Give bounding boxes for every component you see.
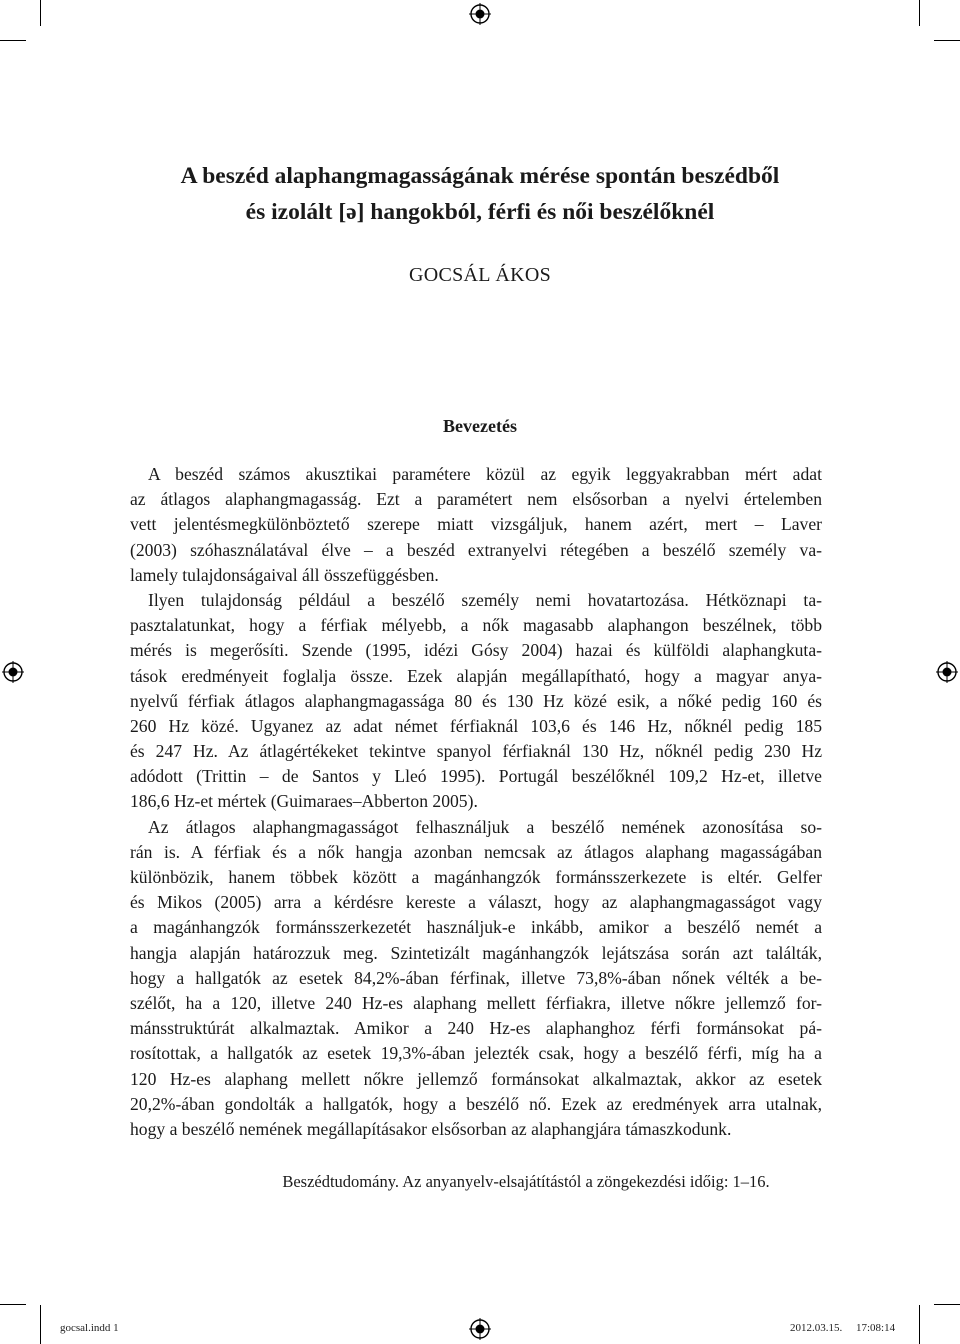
body-line: különbözik, hanem többek között a magánhangzók formánsszerkezete is eltér. Gelfer <box>130 867 822 887</box>
footer-date: 2012.03.15. <box>790 1322 843 1334</box>
crop-mark-top-left <box>0 40 26 41</box>
registration-mark-right-icon <box>936 661 958 683</box>
body-line: 260 Hz közé. Ugyanez az adat német férfiaknál 103,6 és 146 Hz, nőknél pedig 185 <box>130 715 822 736</box>
registration-mark-left-icon <box>2 661 24 683</box>
article-title-line-2: és izolált [ə] hangokból, férfi és női beszélőknél <box>245 199 715 225</box>
section-heading: Bevezetés <box>443 416 517 436</box>
body-line: hogy a hallgatók az esetek 84,2%-ában férfinak, illetve 73,8%-ában nőnek vélték a be- <box>130 967 822 988</box>
body-line: szélőt, ha a 120, illetve 240 Hz-es alaphang mellett férfiakra, illetve nőkre jellemző for- <box>130 992 822 1013</box>
citation-line: Beszédtudomány. Az anyanyelv-elsajátítástól a zöngekezdési időig: 1–16. <box>282 1172 770 1191</box>
body-line: Az átlagos alaphangmagasságot felhasználjuk a beszélő nemének azonosítása so- <box>148 816 822 837</box>
body-line: lamely tulajdonságaival áll összefüggésben. <box>130 564 439 585</box>
crop-mark-bottom-right <box>919 1305 920 1344</box>
crop-mark-top-right <box>919 0 920 26</box>
body-line: hogy a beszélő nemének megállapításakor elsősorban az alaphangjára támaszkodunk. <box>130 1118 732 1139</box>
body-line: az átlagos alaphangmagasság. Ezt a paramétert nem elsősorban a nyelvi értelemben <box>130 489 822 510</box>
body-line: 20,2%-ában gondolták a hallgatók, hogy a beszélő nő. Ezek az eredmények arra utalnak, <box>130 1093 822 1114</box>
body-line: pasztalatunkat, hogy a férfiak mélyebb, a nők magasabb alaphangon beszélnek, több <box>130 615 822 636</box>
crop-mark-top-right <box>934 40 960 41</box>
crop-mark-top-left <box>40 0 41 26</box>
body-line: rán is. A férfiak és a nők hangja azonban nemcsak az átlagos alaphang magasságában <box>130 841 822 862</box>
body-line: 186,6 Hz-et mértek (Guimaraes–Abberton 2005). <box>130 791 478 812</box>
body-line: és Mikos (2005) arra a kérdésre kereste a választ, hogy az alaphangmagasságot vagy <box>130 892 822 913</box>
body-line: hangja alapján határozzuk meg. Szintetizált magánhangzók lejátszása során azt találták, <box>130 942 822 963</box>
registration-mark-top-icon <box>469 3 491 25</box>
body-line: mánsstruktúrát alkalmaztak. Amikor a 240 Hz-es alaphanghoz férfi formánsokat pá- <box>130 1018 822 1039</box>
footer-time: 17:08:14 <box>856 1322 896 1334</box>
body-line: Ilyen tulajdonság például a beszélő személy nemi hovatartozása. Hétköznapi ta- <box>148 589 822 610</box>
body-line: A beszéd számos akusztikai paramétere közül az egyik leggyakrabban mért adat <box>148 464 822 484</box>
article-title <box>0 158 960 230</box>
registration-mark-bottom-icon <box>469 1318 491 1340</box>
body-line: (2003) szóhasználatával élve – a beszéd extranyelvi rétegében a beszélő személy va- <box>130 539 822 560</box>
body-line: és 247 Hz. Az átlagértékeket tekintve spanyol férfiaknál 130 Hz, nőknél pedig 230 Hz <box>130 741 822 762</box>
body-line: nyelvű férfiak átlagos alaphangmagassága 80 és 130 Hz közé esik, a nőké pedig 160 és <box>130 690 822 711</box>
body-line: adódott (Trittin – de Santos y Lleó 1995). Portugál beszélőknél 109,2 Hz-et, illetve <box>130 766 822 787</box>
body-line: vett jelentésmegkülönböztető szerepe miatt vizsgáljuk, hanem azért, mert – Laver <box>130 514 822 535</box>
footer-file-name: gocsal.indd 1 <box>60 1322 119 1334</box>
crop-mark-bottom-left <box>0 1304 26 1305</box>
body-line: rosítottak, a hallgatók az esetek 19,3%-ában jelezték csak, hogy a beszélő férfi, míg ha a <box>130 1043 822 1064</box>
article-title-line-1: A beszéd alaphangmagasságának mérése spontán beszédből <box>180 163 780 189</box>
crop-mark-bottom-left <box>40 1305 41 1344</box>
body-text <box>130 462 822 1142</box>
body-line: tások eredményeit foglalja össze. Ezek alapján megállapítható, hogy a magyar anya- <box>130 665 822 686</box>
crop-mark-bottom-right <box>934 1304 960 1305</box>
body-line: a magánhangzók formánsszerkezetét használjuk-e inkább, amikor a beszélő nemét a <box>130 917 822 938</box>
body-line: mérés is megerősíti. Szende (1995, idézi Gósy 2004) hazai és külföldi alaphangkuta- <box>130 640 822 661</box>
author-name: GOCSÁL ÁKOS <box>408 264 552 286</box>
body-line: 120 Hz-es alaphang mellett nőkre jellemző formánsokat alkalmaztak, akkor az esetek <box>130 1068 822 1089</box>
